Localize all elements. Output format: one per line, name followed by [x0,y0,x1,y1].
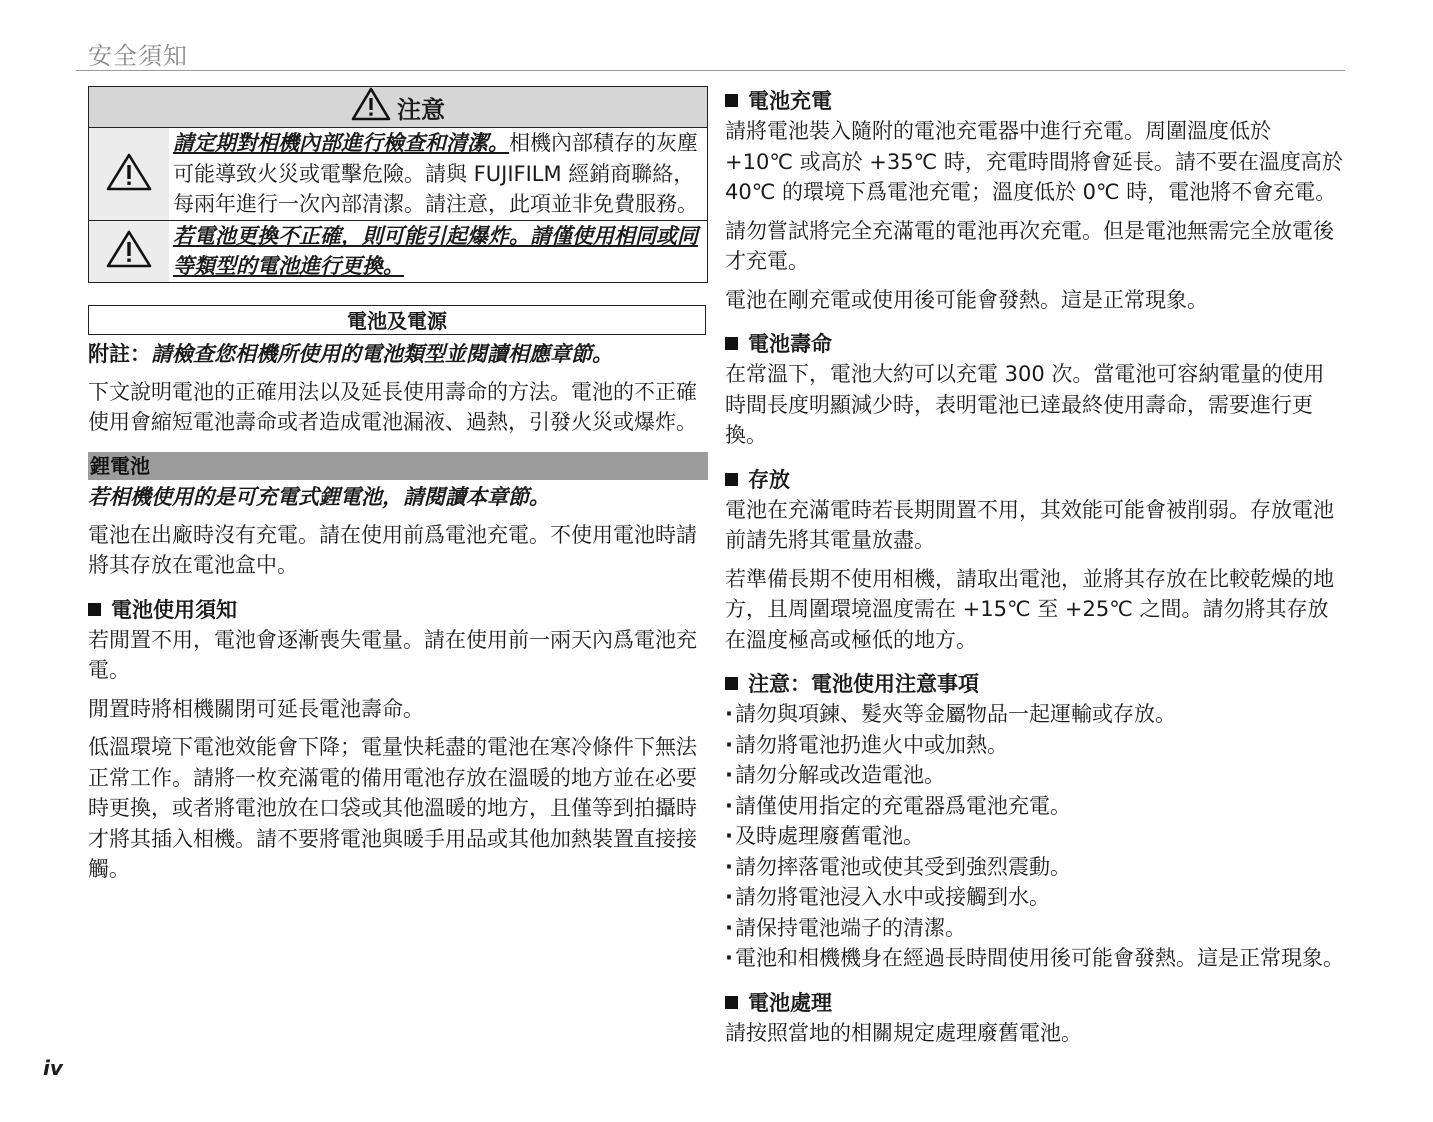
header-divider [76,70,1345,71]
storage-heading [725,465,1345,495]
warning-triangle-icon [106,153,152,195]
usage-paragraph: 閒置時將相機關閉可延長電池壽命。 [88,696,424,721]
usage-heading [88,595,708,625]
note-text: 請檢查您相機所使用的電池類型並閱讀相應章節。 [151,341,613,366]
storage-paragraph: 電池在充滿電時若長期閒置不用，其效能可能會被削弱。存放電池前請先將其電量放盡。 [725,497,1334,552]
list-item: · 請勿與項鍊、髮夾等金屬物品一起運輸或存放。 [725,699,1345,730]
list-item: · 請勿分解或改造電池。 [725,760,1345,791]
lithium-battery-bar: 鋰電池 [88,452,708,480]
life-heading-text: 電池壽命 [748,332,832,356]
section-title-box: 電池及電源 [88,305,706,335]
lithium-note: 若相機使用的是可充電式鋰電池，請閱讀本章節。 [88,484,550,509]
caution-heading [725,669,1345,699]
warning-detail: 相機內部積存的灰塵可能導致火災或電擊危險。請與 FUJIFILM 經銷商聯絡，每兩年進行一次內部清潔。請注意，此項並非免費服務。 [173,131,698,216]
warning-text [169,128,707,220]
list-item: · 請勿摔落電池或使其受到強烈震動。 [725,852,1345,883]
intro-paragraph: 下文說明電池的正確用法以及延長使用壽命的方法。電池的不正確使用會縮短電池壽命或者造成電池漏液、過熱，引發火災或爆炸。 [88,379,697,434]
warning-text [169,221,707,282]
disposal-paragraph: 請按照當地的相關規定處理廢舊電池。 [725,1020,1082,1045]
list-item: · 及時處理廢舊電池。 [725,821,1345,852]
usage-paragraph: 低溫環境下電池效能會下降；電量快耗盡的電池在寒冷條件下無法正常工作。請將一枚充滿電的備用電池存放在溫暖的地方並在必要時更換，或者將電池放在口袋或其他溫暖的地方，且僅等到拍攝時才將其插入相機。請不要將電池與暖手用品或其他加熱裝置直接接觸。 [88,735,697,881]
warning-table [88,86,708,283]
storage-heading-text: 存放 [748,467,790,492]
disposal-heading-text: 電池處理 [748,990,832,1015]
page-header-title: 安全須知 [88,42,188,70]
list-item: · 請勿將電池浸入水中或接觸到水。 [725,882,1345,913]
lithium-paragraph: 電池在出廠時沒有充電。請在使用前爲電池充電。不使用電池時請將其存放在電池盒中。 [88,522,697,577]
warning-row-icon-cell [89,128,169,220]
warning-triangle-icon [351,87,391,127]
warning-table-header [89,87,707,128]
note-line [88,339,708,369]
life-heading [725,329,1345,359]
usage-paragraph: 若閒置不用，電池會逐漸喪失電量。請在使用前一兩天內爲電池充電。 [88,627,697,682]
warning-emphasis: 請定期對相機內部進行檢查和清潔。 [173,131,509,155]
right-column [725,86,1345,1048]
disposal-heading [725,988,1345,1018]
warning-row [89,128,707,220]
warning-emphasis: 若電池更換不正確，則可能引起爆炸。請僅使用相同或同等類型的電池進行更換。 [173,223,698,278]
caution-list [725,699,1345,974]
left-column [88,86,708,885]
life-paragraph: 在常溫下，電池大約可以充電 300 次。當電池可容納電量的使用時間長度明顯減少時，表明電池已達最終使用壽命，需要進行更換。 [725,362,1325,447]
charging-paragraph: 電池在剛充電或使用後可能會發熱。這是正常現象。 [725,287,1208,312]
warning-heading: 注意 [397,95,445,124]
charging-heading-text: 電池充電 [748,89,832,113]
list-item: · 請勿將電池扔進火中或加熱。 [725,730,1345,761]
charging-paragraph: 請勿嘗試將完全充滿電的電池再次充電。但是電池無需完全放電後才充電。 [725,218,1334,273]
charging-paragraph: 請將電池裝入隨附的電池充電器中進行充電。周圍溫度低於 +10℃ 或高於 +35℃ 時，充電時間將會延長。請不要在溫度高於 40℃ 的環境下爲電池充電；溫度低於 0℃ 時，電池將不會充電。 [725,119,1343,204]
page-number: iv [43,1056,63,1080]
note-label: 附註： [88,341,151,366]
warning-row-icon-cell [89,221,169,282]
warning-row [89,220,707,282]
square-bullet-icon [725,473,738,486]
usage-heading-text: 電池使用須知 [111,597,237,622]
square-bullet-icon [725,996,738,1009]
square-bullet-icon [725,337,738,350]
warning-triangle-icon [106,230,152,272]
list-item: · 請保持電池端子的清潔。 [725,913,1345,944]
storage-paragraph: 若準備長期不使用相機，請取出電池，並將其存放在比較乾燥的地方，且周圍環境溫度需在 +15℃ 至 +25℃ 之間。請勿將其存放在溫度極高或極低的地方。 [725,566,1334,652]
square-bullet-icon [725,677,738,690]
list-item: · 請僅使用指定的充電器爲電池充電。 [725,791,1345,822]
square-bullet-icon [725,94,738,107]
square-bullet-icon [88,603,101,616]
charging-heading [725,86,1345,116]
list-item: · 電池和相機機身在經過長時間使用後可能會發熱。這是正常現象。 [725,943,1345,974]
caution-heading-text: 注意：電池使用注意事項 [748,672,979,696]
